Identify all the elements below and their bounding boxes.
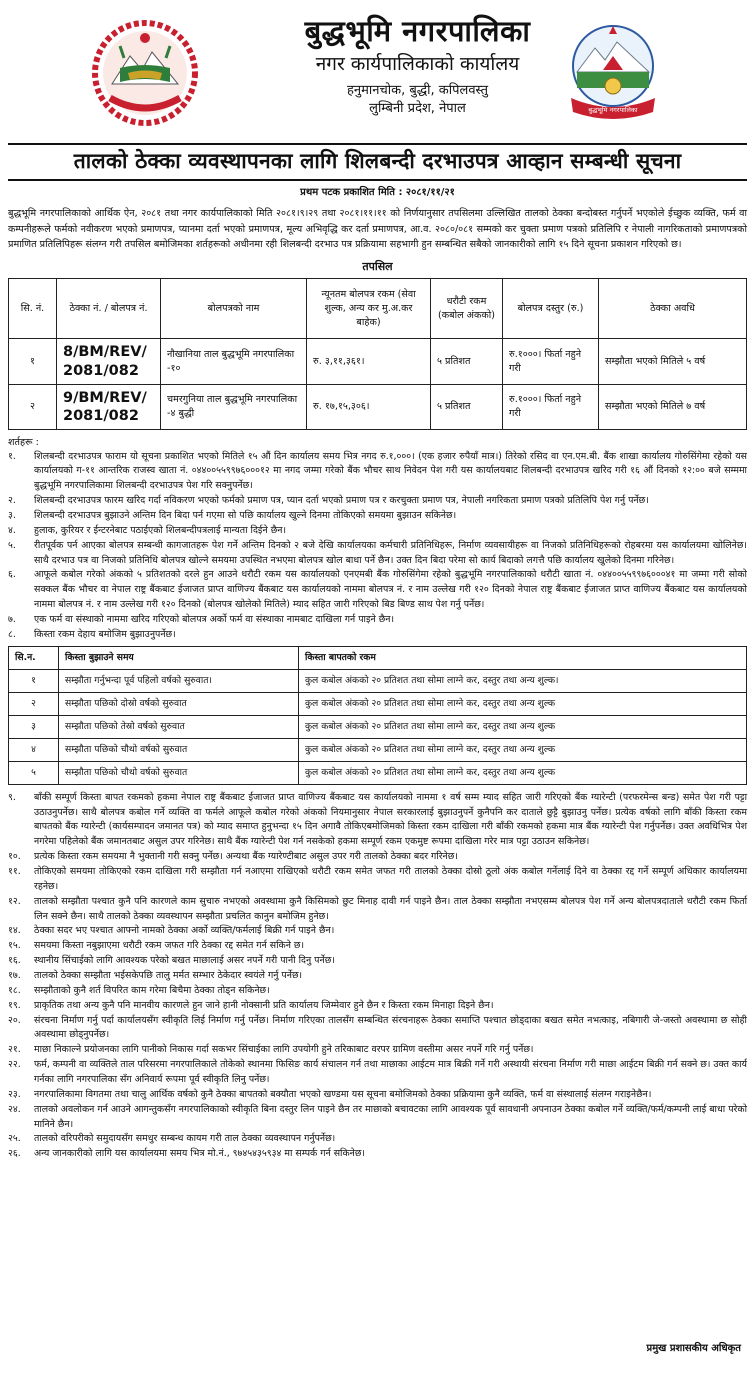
cell-fee: रु.१०००। फिर्ता नहुने गरी: [503, 339, 599, 384]
conditions-list-a: [8, 450, 747, 643]
condition-number: ११.: [8, 865, 21, 877]
condition-text: बाँकी सम्पूर्ण किस्ता बापत रकमको हकमा नेपाल राष्ट्र बैंकबाट ईजाजत प्राप्त वाणिज्य बैंकबाट यस कार्यालयको नाममा १ वर्ष सम्म म्याद सहित जारी गरिएको बैंक ग्यारेन्टी (परफरमेन्स बन्ड) समेत पेश गरी पट्टा उठाउनुपर्नेछ। साथै बोलपत्र कबोल गर्ने व्यक्ति वा फर्मले आफूले कबोल गरेको अंकको नियमानुसार नेपाल सरकारलाई बुझाउनुपर्ने कुनैपनि कर दाताले छुट्टै बुझाउनु पर्नेछ। प्रत्येक वर्षको लागि बाँकी किस्ता रकम बापतको बैंक ग्यारेन्टी (कार्यसम्पादन जमानत पत्र) को म्याद समाप्त हुनुभन्दा १५ दिन अगावै तोकिएबमोजिमको किस्ता रकम दाखिला गरी बाँकी रकमको हकमा मात्र बैंक ग्यारेन्टी पेश गर्नुपर्नेछ। उक्त अवधिभित्र पेश नगरेमा पहिलेको बैंक जमानतबाट असुल उपर गरिनेछ। साथै बैंक ग्यारेन्टी पेश गर्न नसकेको हकमा सम्पूर्ण रकम एकमुष्ट रूपमा दाखिला गरेर मात्र पट्टा उठाउन सकिनेछ।: [34, 791, 747, 848]
condition-number: २.: [8, 495, 16, 507]
condition-text: शिलबन्दी दरभाउपत्र बुझाउने अन्तिम दिन बिदा पर्न गएमा सो पछि कार्यालय खुल्ने दिनमा तोकिएको समयमा बुझाउन सकिनेछ।: [34, 509, 457, 521]
col-header-tender-no: ठेक्का नं. / बोलपत्र नं.: [57, 279, 161, 339]
condition-item: [8, 1014, 747, 1044]
col-header-min-amount: न्यूनतम बोलपत्र रकम (सेवा शुल्क, अन्य कर मु.अ.कर बाहेक): [307, 279, 431, 339]
table-row: [9, 384, 747, 429]
condition-item: [8, 568, 747, 613]
col-header-sn: सि. नं.: [9, 279, 57, 339]
condition-item: [8, 999, 747, 1014]
cell-installment-time: सम्झौता पछिको चौथो वर्षको सुरुवात: [59, 738, 299, 761]
condition-number: १८.: [8, 984, 21, 996]
condition-item: [8, 969, 747, 984]
condition-text: तालको अवलोकन गर्न आउने आगन्तुकसँग नगरपालिकाको स्वीकृति बिना दस्तुर लिन पाइने छैन तर माछाको बचावटका लागि आवश्यक पूर्व सावधानी अपनाउन ठेक्का कबोल गर्ने व्यक्ति/फर्म/कम्पनी लाई बाधा परेको मानिने छैन।: [34, 1103, 747, 1130]
cell-sn: ३: [9, 715, 59, 738]
condition-number: ७.: [8, 613, 16, 625]
cell-installment-amount: कुल कबोल अंकको २० प्रतिशत तथा सोमा लाग्ने कर, दस्तुर तथा अन्य शुल्क।: [299, 669, 747, 692]
table-row: [9, 692, 747, 715]
condition-item: [8, 939, 747, 954]
condition-number: २०.: [8, 1014, 21, 1026]
condition-item: [8, 865, 747, 895]
cell-duration: सम्झौता भएको मितिले ५ वर्ष: [599, 339, 747, 384]
cell-installment-amount: कुल कबोल अंकको २० प्रतिशत तथा सोमा लाग्ने कर, दस्तुर तथा अन्य शुल्क: [299, 738, 747, 761]
cell-fee: रु.१०००। फिर्ता नहुने गरी: [503, 384, 599, 429]
condition-item: [8, 954, 747, 969]
col-header-fee: बोलपत्र दस्तुर (रु.): [503, 279, 599, 339]
cell-deposit: ५ प्रतिशत: [431, 339, 503, 384]
col-header-sn: सि.न.: [9, 646, 59, 669]
col-header-deposit: धरौटी रकम (कबोल अंकको): [431, 279, 503, 339]
condition-number: १४.: [8, 925, 21, 937]
condition-number: २५.: [8, 1133, 21, 1145]
org-name: बुद्धभूमि नगरपालिका: [304, 14, 531, 48]
condition-number: १.: [8, 450, 16, 462]
cell-duration: सम्झौता भएको मितिले ७ वर्ष: [599, 384, 747, 429]
condition-item: [8, 524, 747, 539]
header: [8, 8, 747, 143]
condition-number: १७.: [8, 969, 21, 981]
cell-tender-no: 9/BM/REV/ 2081/082: [57, 384, 161, 429]
condition-text: सम्झौताको कुनै शर्त विपरित काम गरेमा बिचैमा ठेक्का तोड्न सकिनेछ।: [34, 984, 270, 996]
table-row: [9, 339, 747, 384]
address-line-1: हनुमानचोक, बुद्धी, कपिलवस्तु: [346, 83, 489, 99]
condition-number: २४.: [8, 1103, 21, 1115]
condition-number: ६.: [8, 569, 16, 581]
col-header-bid-name: बोलपत्रको नाम: [161, 279, 307, 339]
address-line-2: लुम्बिनी प्रदेश, नेपाल: [369, 101, 466, 117]
col-header-installment-amount: किस्ता बापतको रकम: [299, 646, 747, 669]
condition-text: फर्म, कम्पनी वा व्यक्तिले ताल परिसरमा नगरपालिकाले तोकेको स्थानमा फिसिङ कार्य संचालन गर्न तथा माछाका आईटम मात्र बिक्री गर्ने गरी अस्थायी संरचना निर्माण गरी माछा आईटम बिक्री गर्न सक्ने छ। उक्त कार्य गर्नका लागि नगरपालिका सँग अनिवार्य रूपमा पूर्व स्वीकृति लिनु पर्नेछ।: [34, 1059, 747, 1085]
condition-item: [8, 628, 747, 643]
condition-text: तालको सम्झौता पश्चात कुनै पनि कारणले काम सुचारु नभएको अवस्थामा कुनै किसिमको छुट मिनाह दावी गर्न पाइने छैन। ताल ठेक्का सम्झौता नभएसम्म बोलपत्र पेश गर्ने अन्य बोलपत्रदाताले धरौटी रकम फिर्ता लिन सक्ने छैन। साथै तालको ठेक्का व्यवस्थापन सम्झौता प्रचलित कानुन बमोजिम हुनेछ।: [34, 895, 747, 922]
condition-item: [8, 494, 747, 509]
intro-paragraph: बुद्धभूमि नगरपालिकाको आर्थिक ऐन, २०८१ तथा नगर कार्यपालिकाको मिति २०८१।९।२९ तथा २०८१।११।११ को निर्णयानुसार तपसिलमा उल्लिखित तालको ठेक्का बन्दोबस्त गर्नुपर्ने भएकोले ईच्छुक व्यक्ति, फर्म वा कम्पनीहरूले फर्मको नवीकरण भएको प्रमाणपत्र, प्यानमा दर्ता भएको प्रमाणपत्र, मूल्य अभिवृद्धि कर दर्ता प्रमाणपत्र, आ.व. २०८०/०८१ सम्मको कर चुक्ता प्रमाण पत्रको प्रतिलिपि र नेपाली नागरिकताको प्रमाणपत्रको प्रमाणित प्रतिलिपिहरू संलग्न गरी तपसिल बमोजिमका शर्तहरूको अधीनमा रही शिलबन्दी दरभाउ पत्र प्रक्रियामा सहभागी हुन सम्बन्धित सबैको जानकारीको लागि १५ दिने सूचना प्रकाशन गरिएको छ।: [8, 208, 747, 251]
condition-number: १६.: [8, 955, 21, 967]
condition-number: २३.: [8, 1088, 21, 1100]
signature: प्रमुख प्रशासकीय अधिकृत: [646, 1343, 741, 1354]
cell-deposit: ५ प्रतिशत: [431, 384, 503, 429]
condition-text: तालको वरिपरीको समुदायसँग समधुर सम्बन्ध कायम गरी ताल ठेक्का व्यवस्थापन गर्नुपर्नेछ।: [34, 1133, 336, 1145]
condition-number: ४.: [8, 524, 16, 536]
installment-table: [8, 646, 747, 785]
condition-number: २१.: [8, 1044, 21, 1056]
cell-sn: २: [9, 384, 57, 429]
conditions-list-b: [8, 791, 747, 1162]
table-row: [9, 715, 747, 738]
condition-number: २२.: [8, 1059, 21, 1071]
right-logo-text: बुद्धभूमि नगरपालिका: [588, 106, 638, 114]
condition-text: शिलबन्दी दरभाउपत्र फारम खरिद गर्दा नविकरण भएको फर्मको प्रमाण पत्र, प्यान दर्ता भएको प्रमाण पत्र र करचुक्ता प्रमाण पत्र, नेपाली नगरिकता प्रमाण पत्रको प्रतिलिपि पेश गर्नु पर्नेछ।: [34, 495, 649, 507]
condition-item: [8, 895, 747, 925]
condition-item: [8, 924, 747, 939]
condition-item: [8, 1147, 747, 1162]
cell-sn: ५: [9, 761, 59, 784]
cell-tender-no: 8/BM/REV/ 2081/082: [57, 339, 161, 384]
condition-number: ३.: [8, 509, 16, 521]
cell-installment-amount: कुल कबोल अंकको २० प्रतिशत तथा सोमा लाग्ने कर, दस्तुर तथा अन्य शुल्क: [299, 692, 747, 715]
title-banner: [8, 143, 747, 181]
condition-number: १९.: [8, 999, 21, 1011]
cell-bid-name: नौखानिया ताल बुद्धभूमि नगरपालिका -१०: [161, 339, 307, 384]
condition-item: [8, 450, 747, 495]
condition-text: हुलाक, कुरियर र ईन्टरनेबाट पठाईएको शिलबन्दीपत्रलाई मान्यता दिईने छैन।: [34, 524, 287, 536]
condition-text: तालको ठेक्का सम्झौता भईसकेपछि तालु मर्मत सम्भार ठेकेदार स्वयंले गर्नु पर्नेछ।: [34, 969, 303, 981]
condition-text: समयमा किस्ता नबुझाएमा धरौटी रकम जफत गरि ठेक्का रद्द समेत गर्न सकिने छ।: [34, 940, 305, 952]
office-name: नगर कार्यपालिकाको कार्यालय: [315, 52, 520, 75]
condition-item: [8, 791, 747, 850]
notice-title: तालको ठेक्का व्यवस्थापनका लागि शिलबन्दी दरभाउपत्र आव्हान सम्बन्धी सूचना: [73, 149, 682, 174]
tapsil-heading: तपसिल: [362, 259, 393, 273]
condition-number: २६.: [8, 1148, 21, 1160]
nepal-emblem-icon: [90, 18, 200, 128]
condition-item: [8, 509, 747, 524]
publish-date: प्रथम पटक प्रकाशित मिति : २०८१/११/२१: [300, 187, 455, 198]
condition-item: [8, 1088, 747, 1103]
condition-number: १०.: [8, 851, 21, 863]
cell-bid-name: चमरगुनिया ताल बुद्धभूमि नगरपालिका -४ बुद्धी: [161, 384, 307, 429]
cell-sn: १: [9, 669, 59, 692]
condition-text: शिलबन्दी दरभाउपत्र फाराम यो सूचना प्रकाशित भएको मितिले १५ औं दिन कार्यालय समय भित्र नगद रु.१,०००। (एक हजार रुपैयाँ मात्र।) तिरेको रसिद वा एन.एम.बी. बैंक शाखा कार्यालय गोरुसिंगेमा रहेको यस कार्यालयको ग-११ आन्तरिक राजस्व खाता नं. ०४४००५५९९७६०००१२ मा नगद जम्मा गरेको बैंक भौचर साथ निवेदन पेश गरी यस कार्यालयबाट शिलबन्दी दरभाउपत्र खरिद गरी १६ औं दिनको १२:०० बजे सम्ममा बुद्धभूमि नगरपालिकामा शिलबन्दी दरभाउपत्र पेश गरि सक्नुपर्नेछ।: [34, 450, 747, 492]
cell-min-amount: रु. ३,११,३६१।: [307, 339, 431, 384]
table-row: [9, 669, 747, 692]
condition-number: ८.: [8, 628, 16, 640]
table-row: [9, 738, 747, 761]
condition-item: [8, 1132, 747, 1147]
condition-number: १२.: [8, 895, 21, 907]
condition-text: आफूले कबोल गरेको अंकको ५ प्रतिशतको दरले हुन आउने धरौटी रकम यस कार्यालयको एनएमबी बैंक गोरुसिंगेमा रहेको बुद्धभूमि नगरपालिकाको धरौटी खाता नं. ०४४००५५९९७६०००४१ मा जम्मा गरी सोको सक्कल बैंक भौचर वा नेपाल राष्ट्र बैंकबाट ईजाजत प्राप्त वाणिज्य बैंकबाट यस कार्यालयको नाममा बोलपत्र नं. र नाम उल्लेख गरी १२० दिनको नेपाल राष्ट्र बैंकबाट ईजाजत प्राप्त वाणिज्य बैंकबाट यस कार्यालयको नाममा बोलपत्र नं. र नाम उल्लेख गरी १२० दिनको (बोलपत्र खोलेको मितिले) म्याद सहित जारी गरिएको बिड बिण्ड साथ पेश गर्नु पर्नेछ।: [34, 569, 747, 611]
cell-min-amount: रु. १७,१५,३०६।: [307, 384, 431, 429]
condition-text: प्रत्येक किस्ता रकम समयमा नै भुक्तानी गरी सक्नु पर्नेछ। अन्यथा बैंक ग्यारेण्टीबाट असुल उपर गरी तालको ठेक्का बदर गरिनेछ।: [34, 851, 458, 863]
cell-sn: १: [9, 339, 57, 384]
condition-text: एक फर्म वा संस्थाको नाममा खरिद गरिएको बोलपत्र अर्को फर्म वा संस्थाका नामबाट दाखिला गर्न पाइने छैन।: [34, 613, 395, 625]
cell-installment-time: सम्झौता गर्नुभन्दा पूर्व पहिलो वर्षको सुरुवात।: [59, 669, 299, 692]
condition-number: ९.: [8, 791, 16, 803]
condition-text: रीतपूर्वक पर्न आएका बोलपत्र सम्बन्धी कागजातहरू पेश गर्ने अन्तिम दिनको २ बजे देखि कार्यालयका कर्मचारी प्रतिनिधिहरू, निर्माण व्यवसायीहरू वा निजको प्रतिनिधिहरूको रोहबरमा यस कार्यालयमा खोलिनेछ। साथै दरभाउ पत्र वा निजको प्रतिनिधि बोलपत्र खोल्ने समयमा उपस्थित नभएमा बोलपत्र खोल बाधा पर्ने छैन। उक्त दिन बिदा परेमा सो कार्य बिदाको लगत्तै पछि कार्यालय खुलेको दिनमा गरिनेछ।: [34, 539, 747, 566]
installment-table-header: [9, 646, 747, 669]
tender-table-header: [9, 279, 747, 339]
col-header-installment-time: किस्ता बुझाउने समय: [59, 646, 299, 669]
condition-item: [8, 1058, 747, 1088]
condition-text: संरचना निर्माण गर्नु पर्दा कार्यालयसँग स्वीकृति लिई निर्माण गर्नु पर्नेछ। निर्माण गरिएका तालसँग सम्बन्धित संरचनाहरू ठेक्का समाप्ति पश्चात छोड्दाका बखत समेत नभत्काइ, नबिगारी जे-जस्तो अवस्थामा छ सोही अवस्थामा छोड्नुपर्नेछ।: [34, 1014, 747, 1041]
cell-sn: ४: [9, 738, 59, 761]
conditions-title: शर्तहरू :: [8, 436, 39, 448]
condition-item: [8, 539, 747, 569]
cell-installment-time: सम्झौता पछिको तेस्रो वर्षको सुरुवात: [59, 715, 299, 738]
condition-text: नगरपालिकामा विगतमा तथा चालु आर्थिक वर्षको कुनै ठेक्का बापतको बक्यौता भएको खण्डमा यस सूचना बमोजिमको ठेक्का प्रक्रियामा कुनै व्यक्ति, फर्म वा संस्थालाई संलग्न गराइनेछैन।: [34, 1088, 652, 1100]
cell-installment-amount: कुल कबोल अंकको २० प्रतिशत तथा सोमा लाग्ने कर, दस्तुर तथा अन्य शुल्क: [299, 761, 747, 784]
condition-text: स्थानीय सिंचाईको लागि आवश्यक परेको बखत माछालाई असर नपर्ने गरी पानी दिनु पर्नेछ।: [34, 955, 335, 967]
table-row: [9, 761, 747, 784]
condition-item: [8, 613, 747, 628]
condition-item: [8, 850, 747, 865]
cell-installment-amount: कुल कबोल अंकको २० प्रतिशत तथा सोमा लाग्ने कर, दस्तुर तथा अन्य शुल्क: [299, 715, 747, 738]
condition-text: किस्ता रकम देहाय बमोजिम बुझाउनुपर्नेछ।: [34, 628, 176, 640]
condition-text: तोकिएको समयमा तोकिएको रकम दाखिला गरी सम्झौता गर्न नआएमा राखिएको धरौटी रकम समेत जफत गरी तालको ठेक्का दोस्रो ठूलो अंक कबोल गर्नेलाई दिने वा ठेक्का रद्द गर्ने सम्पूर्ण अधिकार कार्यालयमा रहनेछ।: [34, 865, 747, 892]
cell-sn: २: [9, 692, 59, 715]
tender-table: [8, 278, 747, 430]
condition-text: प्राकृतिक तथा अन्य कुनै पनि मानवीय कारणले हुन जाने हानी नोक्सानी प्रति कार्यालय जिम्मेवार हुने छैन र किस्ता रकम मिनाहा दिइने छैन।: [34, 999, 494, 1011]
cell-installment-time: सम्झौता पछिको चौथो वर्षको सुरुवात: [59, 761, 299, 784]
condition-text: अन्य जानकारीको लागि यस कार्यालयमा समय भित्र मो.नं., ९७४५४३५९३४ मा सम्पर्क गर्न सकिनेछ।: [34, 1148, 365, 1160]
cell-installment-time: सम्झौता पछिको दोस्रो वर्षको सुरुवात: [59, 692, 299, 715]
condition-number: ५.: [8, 539, 16, 551]
condition-text: ठेक्का सदर भए पश्चात आफ्नो नामको ठेक्का अर्को व्यक्ति/फर्मलाई बिक्री गर्न पाइने छैन।: [34, 925, 335, 937]
condition-item: [8, 984, 747, 999]
col-header-duration: ठेक्का अवधि: [599, 279, 747, 339]
condition-number: १५.: [8, 940, 21, 952]
condition-text: माछा निकाल्ने प्रयोजनका लागि पानीको निकास गर्दा सकभर सिंचाईका लागि उपयोगी हुने तरिकाबाट वरपर ग्रामिण वस्तीमा असर नपर्ने गरि गर्नु पर्नेछ।: [34, 1044, 534, 1056]
condition-item: [8, 1103, 747, 1133]
condition-item: [8, 1043, 747, 1058]
municipality-logo-icon: [563, 20, 663, 126]
